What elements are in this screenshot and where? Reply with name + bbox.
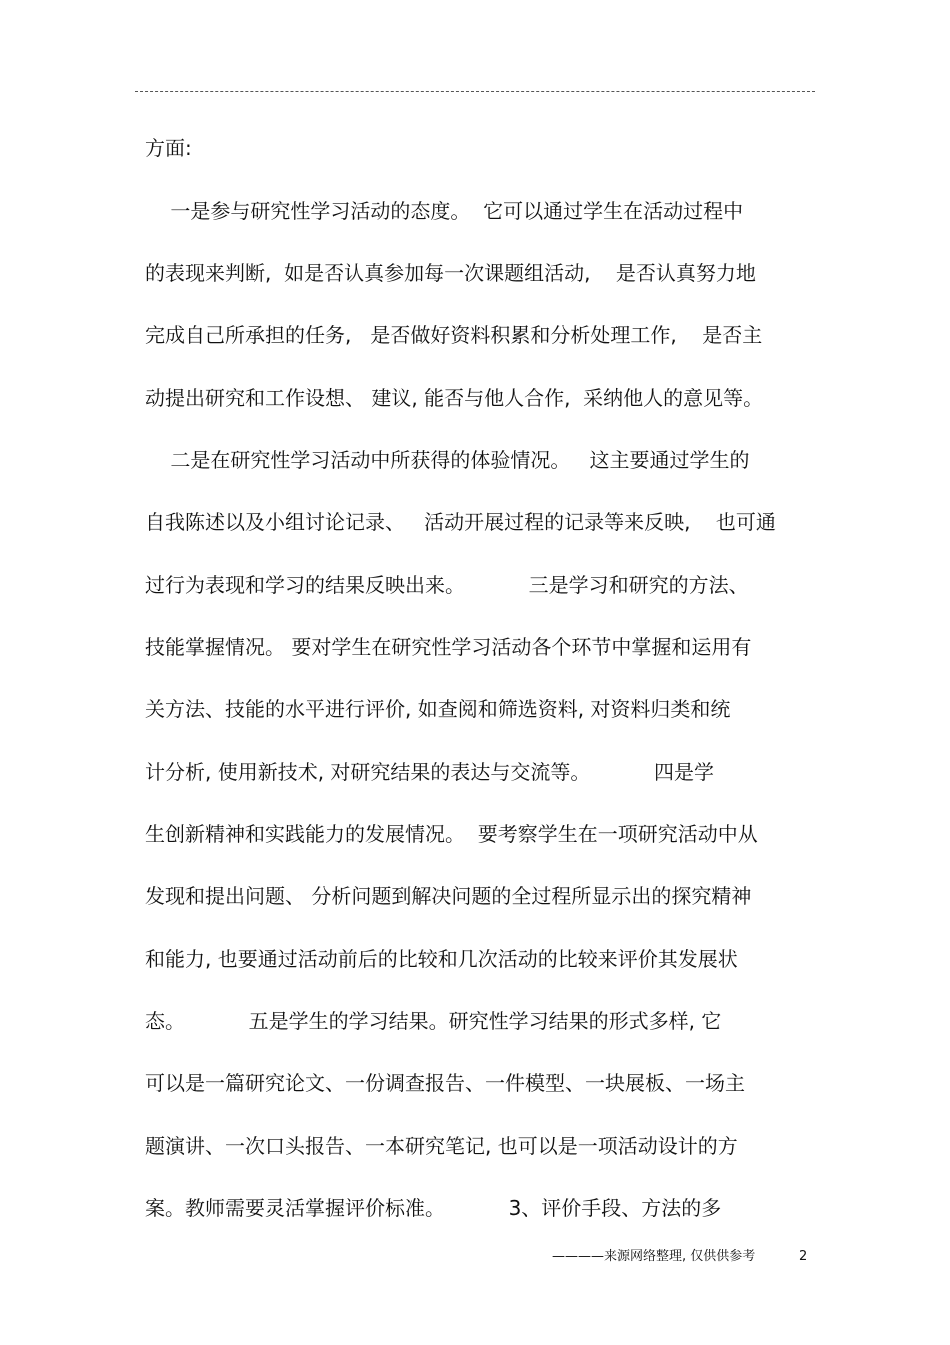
body-line: 题演讲、一次口头报告、一本研究笔记, 也可以是一项活动设计的方	[145, 1134, 738, 1158]
footer-source-note: ————来源网络整理, 仅供供参考	[552, 1249, 756, 1264]
body-line: 态。 五是学生的学习结果。研究性学习结果的形式多样, 它	[145, 1009, 722, 1033]
body-line: 可以是一篇研究论文、一份调查报告、一件模型、一块展板、一场主	[145, 1071, 745, 1095]
body-line: 案。教师需要灵活掌握评价标准。 3、评价手段、方法的多	[145, 1196, 722, 1220]
body-line: 关方法、技能的水平进行评价, 如查阅和筛选资料, 对资料归类和统	[145, 697, 731, 721]
body-line: 发现和提出问题、 分析问题到解决问题的全过程所显示出的探究精神	[145, 884, 752, 908]
body-line: 动提出研究和工作设想、 建议, 能否与他人合作, 采纳他人的意见等。	[145, 386, 764, 410]
body-line: 和能力, 也要通过活动前后的比较和几次活动的比较来评价其发展状	[145, 947, 738, 971]
page-number: 2	[799, 1249, 808, 1264]
header-dashed-rule	[135, 91, 815, 92]
body-line: 技能掌握情况。 要对学生在研究性学习活动各个环节中掌握和运用有	[145, 635, 752, 659]
body-line: 的表现来判断, 如是否认真参加每一次课题组活动, 是否认真努力地	[145, 261, 756, 285]
body-line: 计分析, 使用新技术, 对研究结果的表达与交流等。 四是学	[145, 760, 715, 784]
body-line: 过行为表现和学习的结果反映出来。 三是学习和研究的方法、	[145, 573, 749, 597]
body-line: 生创新精神和实践能力的发展情况。 要考察学生在一项研究活动中从	[145, 822, 758, 846]
body-line: 方面:	[145, 136, 192, 160]
body-line: 自我陈述以及小组讨论记录、 活动开展过程的记录等来反映, 也可通	[145, 510, 776, 534]
body-line: 完成自己所承担的任务, 是否做好资料积累和分析处理工作, 是否主	[145, 323, 763, 347]
body-line: 一是参与研究性学习活动的态度。 它可以通过学生在活动过程中	[145, 199, 744, 223]
body-line: 二是在研究性学习活动中所获得的体验情况。 这主要通过学生的	[145, 448, 750, 472]
